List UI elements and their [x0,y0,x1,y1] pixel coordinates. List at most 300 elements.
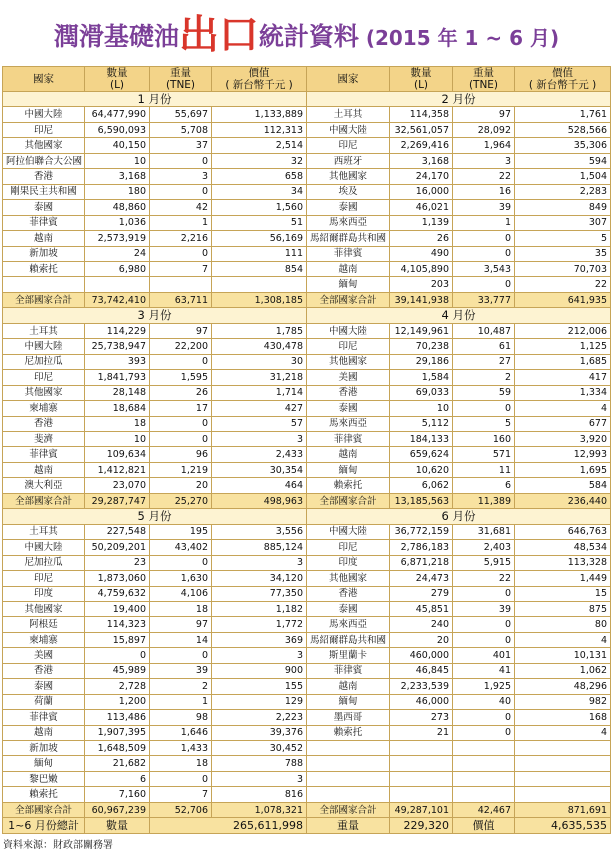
country-cell: 菲律賓 [3,710,85,725]
total-row [3,292,611,307]
header-value-label: 價值 [552,67,573,79]
header-qty-unit: (L) [109,79,125,91]
country-cell: 印尼 [3,122,85,137]
table-row [3,648,611,663]
value-cell: 646,763 [515,524,611,539]
country-cell: 越南 [307,679,390,694]
weight-cell: 0 [453,277,515,292]
quantity-cell: 1,139 [390,215,453,230]
month-title-left: 1 月份 [3,92,307,107]
country-cell: 泰國 [3,679,85,694]
total-quantity: 60,967,239 [85,802,150,817]
month-title-left: 3 月份 [3,308,307,323]
value-cell [515,756,611,771]
weight-cell: 27 [453,354,515,369]
value-cell: 1,449 [515,571,611,586]
header-weight-unit: (TNE) [165,79,196,91]
value-cell: 111 [212,246,307,261]
weight-cell: 1,925 [453,679,515,694]
weight-cell: 39 [453,601,515,616]
country-cell: 柬埔寨 [3,401,85,416]
weight-cell: 0 [453,725,515,740]
table-row [3,246,611,261]
value-cell: 875 [515,601,611,616]
value-cell: 51 [212,215,307,230]
country-cell: 墨西哥 [307,710,390,725]
country-cell: 菲律賓 [307,431,390,446]
total-weight: 33,777 [453,292,515,307]
quantity-cell: 1,036 [85,215,150,230]
quantity-cell: 46,000 [390,694,453,709]
country-cell: 賴索托 [3,787,85,802]
weight-cell: 1,219 [150,462,212,477]
country-cell: 中國大陸 [3,107,85,122]
table-row [3,370,611,385]
quantity-cell: 114,358 [390,107,453,122]
quantity-cell: 4,759,632 [85,586,150,601]
value-cell: 464 [212,478,307,493]
weight-cell: 18 [150,756,212,771]
quantity-cell: 490 [390,246,453,261]
quantity-cell: 26 [390,231,453,246]
table-row [3,725,611,740]
total-weight: 63,711 [150,292,212,307]
quantity-cell: 18,684 [85,401,150,416]
value-cell: 57 [212,416,307,431]
country-cell: 馬紹爾群島共和國 [307,632,390,647]
value-cell [212,277,307,292]
value-cell: 3,556 [212,524,307,539]
country-cell: 香港 [3,663,85,678]
grand-weight-value: 229,320 [390,818,453,834]
value-cell: 34 [212,184,307,199]
weight-cell: 1,433 [150,741,212,756]
header-value-left [212,67,307,92]
weight-cell: 3,543 [453,261,515,276]
weight-cell: 55,697 [150,107,212,122]
value-cell: 30,354 [212,462,307,477]
table-row [3,771,611,786]
weight-cell: 97 [150,323,212,338]
value-cell: 1,062 [515,663,611,678]
total-quantity: 73,742,410 [85,292,150,307]
month-row [3,308,611,323]
country-cell: 緬甸 [3,756,85,771]
weight-cell: 571 [453,447,515,462]
weight-cell: 1 [150,215,212,230]
value-cell: 39,376 [212,725,307,740]
header-value-unit: ( 新台幣千元 ) [528,79,597,91]
quantity-cell: 2,786,183 [390,540,453,555]
country-cell: 泰國 [307,200,390,215]
weight-cell: 7 [150,261,212,276]
table-row [3,339,611,354]
total-label: 全部國家合計 [3,802,85,817]
value-cell: 854 [212,261,307,276]
country-cell: 其他國家 [307,169,390,184]
weight-cell: 5,915 [453,555,515,570]
country-cell: 印尼 [307,138,390,153]
total-quantity: 39,141,938 [390,292,453,307]
quantity-cell: 24 [85,246,150,261]
header-value-unit: ( 新台幣千元 ) [225,79,293,91]
value-cell: 1,334 [515,385,611,400]
weight-cell: 26 [150,385,212,400]
country-cell: 美國 [307,370,390,385]
country-cell: 其他國家 [307,354,390,369]
title-period: (2015 年 1 ~ 6 月) [358,26,560,50]
weight-cell: 0 [453,617,515,632]
quantity-cell: 460,000 [390,648,453,663]
value-cell: 1,714 [212,385,307,400]
value-cell: 77,350 [212,586,307,601]
total-label: 全部國家合計 [307,802,390,817]
quantity-cell: 2,573,919 [85,231,150,246]
total-weight: 11,389 [453,493,515,508]
country-cell: 馬來西亞 [307,617,390,632]
country-cell: 賴索托 [307,725,390,740]
quantity-cell: 5,112 [390,416,453,431]
total-value: 871,691 [515,802,611,817]
value-cell: 885,124 [212,540,307,555]
header-weight-right [453,67,515,92]
quantity-cell: 2,728 [85,679,150,694]
weight-cell: 1 [453,215,515,230]
value-cell: 48,534 [515,540,611,555]
country-cell: 菲律賓 [307,246,390,261]
country-cell: 賴索托 [307,478,390,493]
value-cell: 3,920 [515,431,611,446]
value-cell: 369 [212,632,307,647]
country-cell: 印度 [307,555,390,570]
value-cell: 155 [212,679,307,694]
quantity-cell: 15,897 [85,632,150,647]
country-cell: 柬埔寨 [3,632,85,647]
weight-cell: 0 [150,771,212,786]
table-row [3,586,611,601]
quantity-cell: 19,400 [85,601,150,616]
table-row [3,107,611,122]
table-row [3,540,611,555]
table-row [3,231,611,246]
country-cell: 緬甸 [307,694,390,709]
table-row [3,710,611,725]
weight-cell: 1,595 [150,370,212,385]
total-label: 全部國家合計 [3,493,85,508]
value-cell: 1,695 [515,462,611,477]
country-cell: 斐濟 [3,431,85,446]
weight-cell: 31,681 [453,524,515,539]
country-cell: 新加坡 [3,741,85,756]
weight-cell: 2,403 [453,540,515,555]
quantity-cell: 23 [85,555,150,570]
country-cell: 香港 [3,416,85,431]
quantity-cell: 50,209,201 [85,540,150,555]
value-cell: 168 [515,710,611,725]
page-title [0,4,613,66]
table-row [3,571,611,586]
table-row [3,617,611,632]
value-cell: 427 [212,401,307,416]
weight-cell: 22 [453,571,515,586]
quantity-cell: 10,620 [390,462,453,477]
value-cell: 658 [212,169,307,184]
quantity-cell: 184,133 [390,431,453,446]
table-row [3,632,611,647]
header-weight-unit: (TNE) [468,79,499,91]
quantity-cell: 64,477,990 [85,107,150,122]
grand-weight-label: 重量 [307,818,390,834]
weight-cell: 18 [150,601,212,616]
weight-cell: 1,630 [150,571,212,586]
country-cell: 荷蘭 [3,694,85,709]
weight-cell: 39 [453,200,515,215]
quantity-cell: 109,634 [85,447,150,462]
weight-cell: 3 [150,169,212,184]
table-row [3,323,611,338]
value-cell [515,741,611,756]
quantity-cell: 23,070 [85,478,150,493]
quantity-cell: 46,021 [390,200,453,215]
value-cell: 900 [212,663,307,678]
weight-cell: 98 [150,710,212,725]
total-weight: 52,706 [150,802,212,817]
value-cell: 2,433 [212,447,307,462]
weight-cell: 96 [150,447,212,462]
table-row [3,354,611,369]
country-cell [307,771,390,786]
table-row [3,555,611,570]
country-cell: 美國 [3,648,85,663]
value-cell: 12,993 [515,447,611,462]
table-row [3,385,611,400]
value-cell: 2,283 [515,184,611,199]
total-quantity: 13,185,563 [390,493,453,508]
country-cell [307,787,390,802]
total-row [3,802,611,817]
total-weight: 25,270 [150,493,212,508]
grand-qty-value: 265,611,998 [150,818,307,834]
value-cell: 30 [212,354,307,369]
weight-cell: 0 [150,184,212,199]
weight-cell: 28,092 [453,122,515,137]
weight-cell: 4,106 [150,586,212,601]
value-cell: 4 [515,725,611,740]
export-statistics-table [2,66,611,834]
quantity-cell: 3,168 [85,169,150,184]
weight-cell: 0 [150,416,212,431]
value-cell: 4 [515,401,611,416]
country-cell: 土耳其 [3,524,85,539]
value-cell [515,787,611,802]
header-weight-left [150,67,212,92]
quantity-cell: 46,845 [390,663,453,678]
value-cell: 1,560 [212,200,307,215]
table-row [3,261,611,276]
quantity-cell: 40,150 [85,138,150,153]
weight-cell: 7 [150,787,212,802]
quantity-cell: 6,590,093 [85,122,150,137]
country-cell: 香港 [3,169,85,184]
value-cell: 849 [515,200,611,215]
table-row [3,462,611,477]
quantity-cell: 1,841,793 [85,370,150,385]
grand-qty-label: 數量 [85,818,150,834]
table-row [3,431,611,446]
quantity-cell: 24,473 [390,571,453,586]
weight-cell: 0 [150,153,212,168]
table-row [3,138,611,153]
country-cell: 阿根廷 [3,617,85,632]
weight-cell [453,756,515,771]
weight-cell [453,787,515,802]
quantity-cell: 6,980 [85,261,150,276]
weight-cell: 16 [453,184,515,199]
country-cell [307,741,390,756]
quantity-cell: 659,624 [390,447,453,462]
table-row [3,401,611,416]
table-row [3,169,611,184]
table-row [3,215,611,230]
weight-cell: 97 [150,617,212,632]
quantity-cell [85,277,150,292]
weight-cell: 0 [150,431,212,446]
value-cell: 2,223 [212,710,307,725]
header-row [3,67,611,92]
country-cell [3,277,85,292]
quantity-cell: 1,648,509 [85,741,150,756]
country-cell: 斯里蘭卡 [307,648,390,663]
quantity-cell: 1,873,060 [85,571,150,586]
weight-cell: 1,646 [150,725,212,740]
table-row [3,416,611,431]
quantity-cell: 0 [85,648,150,663]
value-cell: 788 [212,756,307,771]
header-qty-label: 數量 [410,67,432,79]
country-cell: 印尼 [307,339,390,354]
grand-total-row [3,818,611,834]
value-cell: 1,182 [212,601,307,616]
quantity-cell: 16,000 [390,184,453,199]
quantity-cell [390,741,453,756]
weight-cell: 39 [150,663,212,678]
quantity-cell: 180 [85,184,150,199]
grand-total-label: 1~6 月份總計 [3,818,85,834]
value-cell: 1,772 [212,617,307,632]
title-post: 統計資料 [258,22,359,51]
quantity-cell: 10 [85,153,150,168]
weight-cell: 1 [150,694,212,709]
weight-cell: 14 [150,632,212,647]
table-row [3,184,611,199]
country-cell: 泰國 [3,200,85,215]
quantity-cell: 240 [390,617,453,632]
country-cell: 越南 [307,261,390,276]
value-cell: 4 [515,632,611,647]
total-quantity: 49,287,101 [390,802,453,817]
table-row [3,601,611,616]
month-row [3,92,611,107]
month-title-right: 2 月份 [307,92,611,107]
value-cell: 22 [515,277,611,292]
quantity-cell: 6,062 [390,478,453,493]
value-cell: 129 [212,694,307,709]
quantity-cell: 36,772,159 [390,524,453,539]
weight-cell: 17 [150,401,212,416]
weight-cell: 0 [453,231,515,246]
value-cell: 34,120 [212,571,307,586]
weight-cell: 61 [453,339,515,354]
weight-cell: 0 [453,632,515,647]
country-cell: 印度 [3,586,85,601]
quantity-cell: 21,682 [85,756,150,771]
country-cell [307,756,390,771]
value-cell: 1,761 [515,107,611,122]
table-body [3,92,611,834]
country-cell: 澳大利亞 [3,478,85,493]
weight-cell: 41 [453,663,515,678]
country-cell: 泰國 [307,601,390,616]
weight-cell: 0 [453,246,515,261]
quantity-cell: 114,229 [85,323,150,338]
value-cell: 1,125 [515,339,611,354]
country-cell: 越南 [307,447,390,462]
quantity-cell: 32,561,057 [390,122,453,137]
grand-value-value: 4,635,535 [515,818,611,834]
total-label: 全部國家合計 [3,292,85,307]
country-cell: 越南 [3,725,85,740]
quantity-cell: 2,233,539 [390,679,453,694]
table-row [3,787,611,802]
weight-cell: 0 [150,648,212,663]
value-cell: 307 [515,215,611,230]
header-quantity-left [85,67,150,92]
quantity-cell: 1,412,821 [85,462,150,477]
value-cell: 70,703 [515,261,611,276]
value-cell: 417 [515,370,611,385]
quantity-cell: 6,871,218 [390,555,453,570]
quantity-cell: 7,160 [85,787,150,802]
header-qty-label: 數量 [106,67,128,79]
value-cell [515,771,611,786]
quantity-cell: 28,148 [85,385,150,400]
quantity-cell: 20 [390,632,453,647]
quantity-cell: 1,907,395 [85,725,150,740]
table-row [3,153,611,168]
value-cell: 35,306 [515,138,611,153]
table-row [3,478,611,493]
weight-cell: 0 [150,354,212,369]
month-row [3,509,611,524]
weight-cell: 3 [453,153,515,168]
weight-cell: 37 [150,138,212,153]
quantity-cell: 45,989 [85,663,150,678]
total-value: 1,078,321 [212,802,307,817]
country-cell: 越南 [3,231,85,246]
quantity-cell: 4,105,890 [390,261,453,276]
weight-cell: 22 [453,169,515,184]
value-cell: 30,452 [212,741,307,756]
country-cell: 埃及 [307,184,390,199]
value-cell: 3 [212,555,307,570]
weight-cell [453,741,515,756]
header-value-label: 價值 [248,67,270,79]
country-cell: 新加坡 [3,246,85,261]
value-cell: 677 [515,416,611,431]
value-cell: 10,131 [515,648,611,663]
country-cell: 印尼 [3,571,85,586]
weight-cell: 2 [453,370,515,385]
